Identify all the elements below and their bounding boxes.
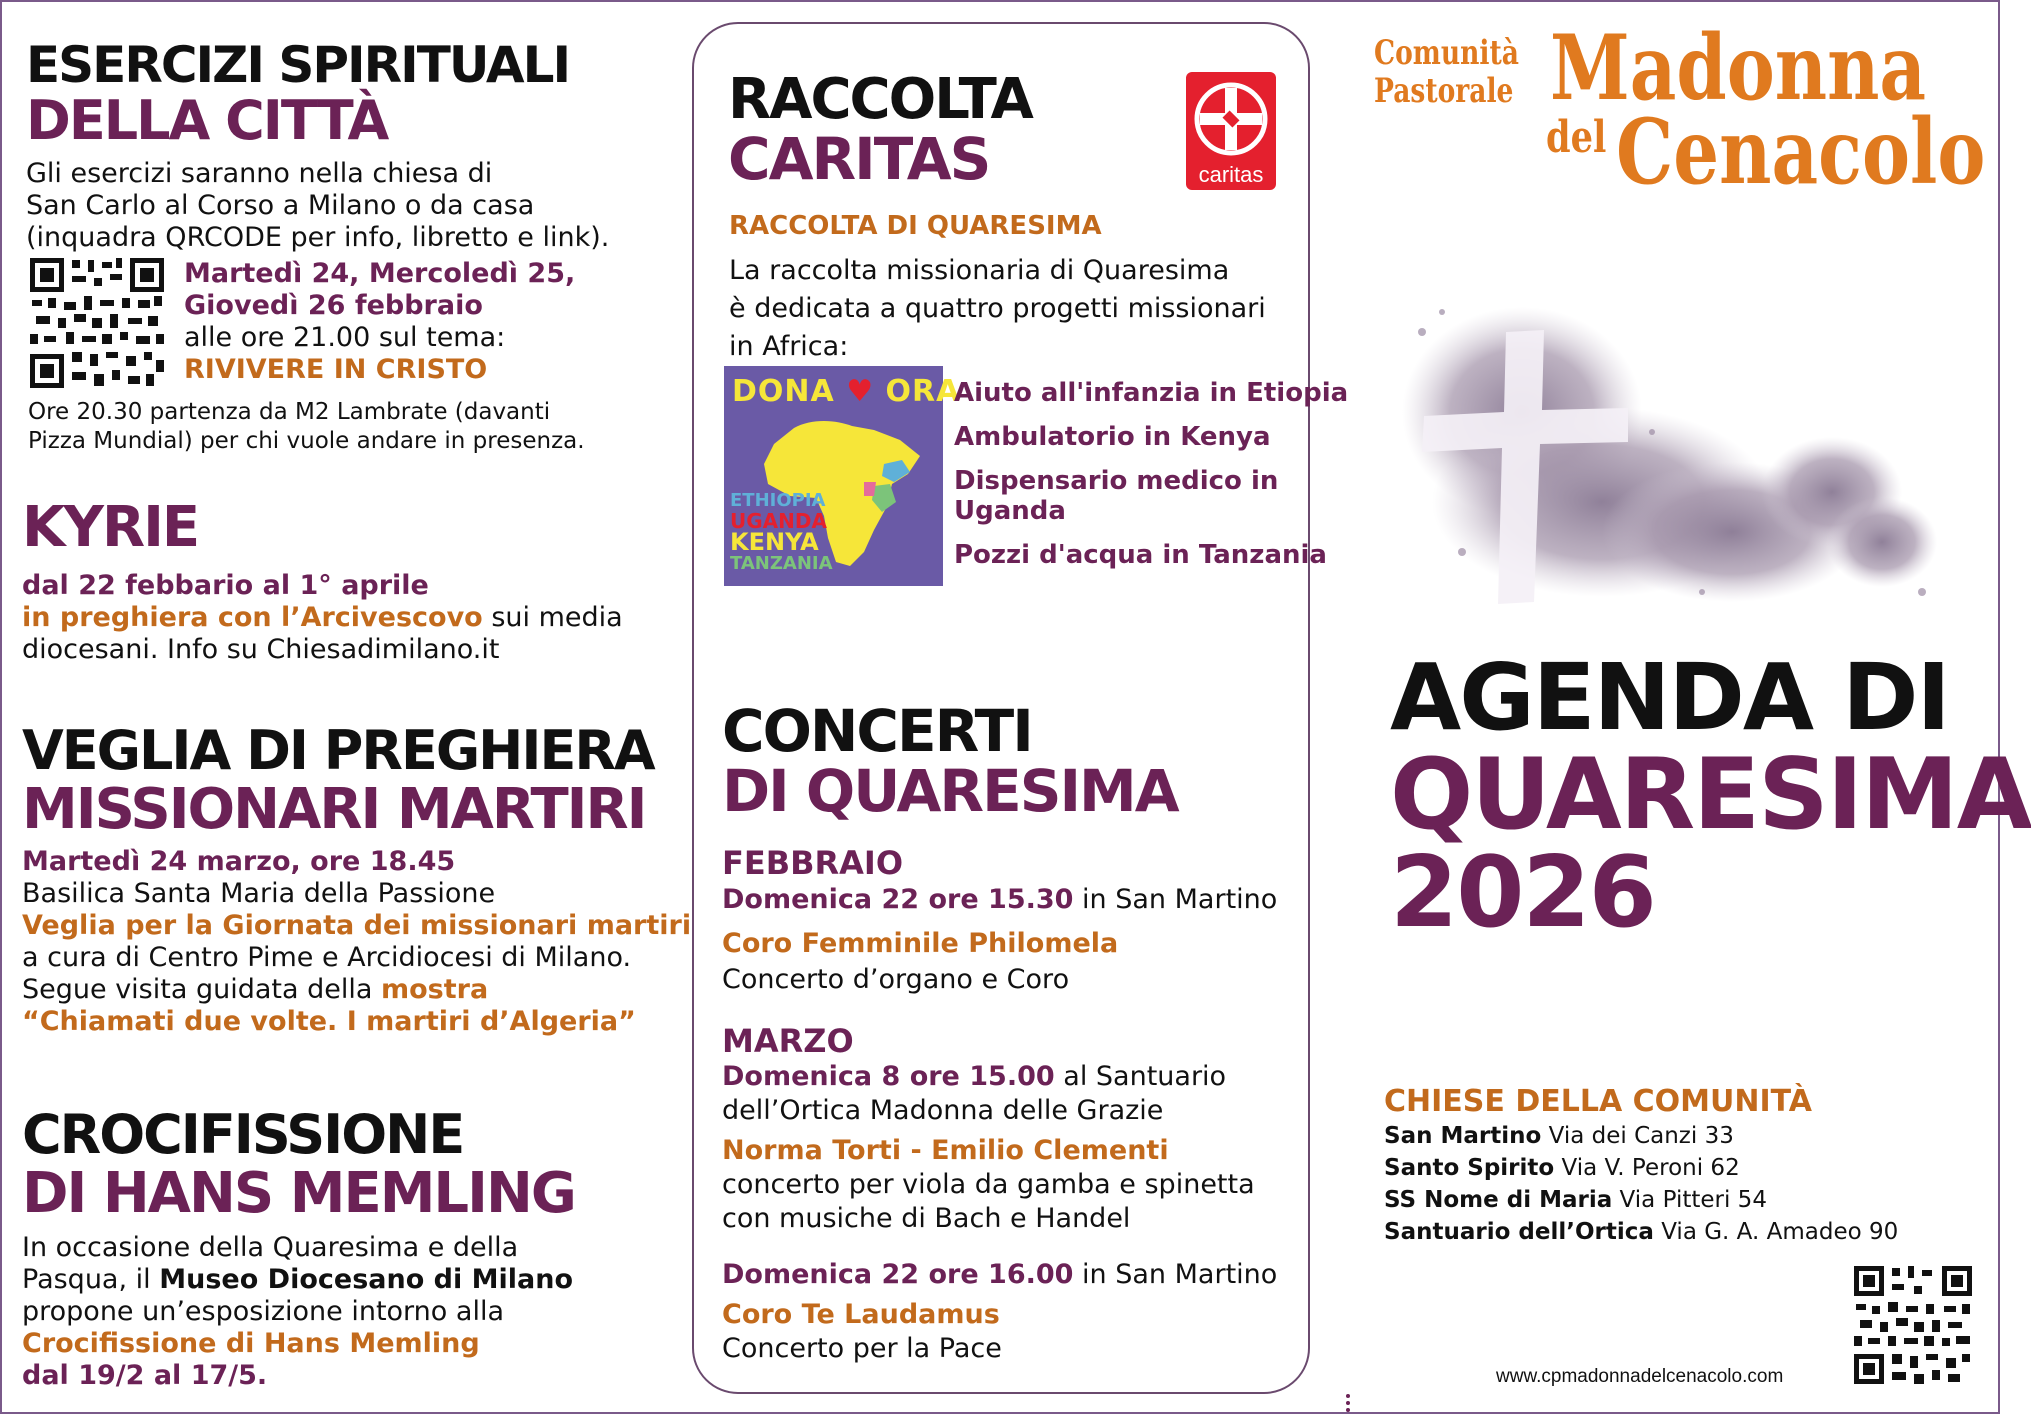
esercizi-qr-code[interactable] bbox=[28, 256, 166, 390]
veglia-curated: a cura di Centro Pime e Arcidiocesi di Milano. bbox=[22, 942, 632, 973]
esercizi-line-1: Gli esercizi saranno nella chiesa di bbox=[26, 158, 493, 189]
section-caritas bbox=[728, 67, 1032, 193]
chiese-item-4 bbox=[1384, 1216, 1898, 1248]
crocifissione-line-2 bbox=[22, 1264, 575, 1296]
mar1-place: Santuario bbox=[1095, 1061, 1227, 1092]
mar1-group: Norma Torti - Emilio Clementi bbox=[722, 1135, 1169, 1166]
logo-del: del bbox=[1546, 112, 1607, 163]
section-crocifissione bbox=[22, 1103, 575, 1392]
feb-group: Coro Femminile Philomela bbox=[722, 928, 1119, 959]
esercizi-title-2: DELLA CITTÀ bbox=[26, 89, 388, 152]
mar1-place-2: dell’Ortica Madonna delle Grazie bbox=[722, 1095, 1164, 1126]
map-country-list bbox=[730, 490, 833, 574]
chiesa-addr-1: Via dei Canzi 33 bbox=[1541, 1123, 1734, 1149]
esercizi-line-2: San Carlo al Corso a Milano o da casa bbox=[26, 190, 535, 221]
crocifissione-line-3: propone un’esposizione intorno alla bbox=[22, 1296, 504, 1327]
caritas-desc-2: è dedicata a quattro progetti missionari bbox=[729, 293, 1266, 324]
dona-label: DONA bbox=[732, 374, 835, 409]
agenda-line-2: QUARESIMA bbox=[1390, 738, 2031, 852]
chiesa-addr-4: Via G. A. Amadeo 90 bbox=[1653, 1219, 1899, 1245]
kyrie-dates: dal 22 febbario al 1° aprile bbox=[22, 570, 429, 601]
agenda-line-3: 2026 bbox=[1390, 836, 1655, 950]
crocifissione-line-1: In occasione della Quaresima e della bbox=[22, 1232, 519, 1263]
caritas-title-2: CARITAS bbox=[728, 125, 990, 193]
kyrie-line-1-rest: sui media bbox=[482, 602, 623, 633]
logo-small-2: Pastorale bbox=[1374, 71, 1514, 111]
mar2-place: San Martino bbox=[1115, 1259, 1278, 1290]
chiese-item-3 bbox=[1384, 1184, 1898, 1216]
feb-in: in bbox=[1073, 884, 1116, 915]
website-qr-code[interactable] bbox=[1852, 1264, 1974, 1386]
caritas-cross-icon bbox=[1186, 74, 1276, 164]
mar-label: MARZO bbox=[722, 1022, 854, 1060]
mar2-date: Domenica 22 ore 16.00 bbox=[722, 1259, 1074, 1290]
caritas-body bbox=[729, 210, 1266, 366]
caritas-title-1: RACCOLTA bbox=[728, 67, 1032, 132]
esercizi-title-1: ESERCIZI SPIRITUALI bbox=[26, 36, 570, 94]
esercizi-dates-1: Martedì 24, Mercoledì 25, bbox=[184, 258, 576, 289]
chiese-item-2 bbox=[1384, 1152, 1898, 1184]
esercizi-note-1: Ore 20.30 partenza da M2 Lambrate (davanti bbox=[28, 399, 551, 425]
country-uganda: UGANDA bbox=[730, 509, 827, 533]
concerti-march bbox=[722, 1022, 1277, 1366]
mar1-desc-1: concerto per viola da gamba e spinetta bbox=[722, 1169, 1255, 1200]
section-veglia bbox=[22, 719, 692, 1038]
country-tanzania: TANZANIA bbox=[730, 553, 833, 574]
crocifissione-title-1: CROCIFISSIONE bbox=[22, 1103, 464, 1166]
mar1-date-line bbox=[722, 1060, 1277, 1094]
project-uganda-1: Dispensario medico in bbox=[954, 466, 1279, 496]
veglia-event: Veglia per la Giornata dei missionari martiri bbox=[22, 910, 692, 941]
section-chiese bbox=[1384, 1084, 1898, 1248]
section-esercizi bbox=[26, 36, 666, 254]
chiesa-addr-3: Via Pitteri 54 bbox=[1612, 1187, 1767, 1213]
chiese-title: CHIESE DELLA COMUNITÀ bbox=[1384, 1084, 1812, 1119]
chiese-item-1 bbox=[1384, 1120, 1898, 1152]
project-etiopia: Aiuto all'infanzia in Etiopia bbox=[954, 378, 1349, 408]
chiesa-name-3: SS Nome di Maria bbox=[1384, 1187, 1613, 1213]
veglia-exhibition: “Chiamati due volte. I martiri d’Algeria” bbox=[22, 1006, 636, 1037]
chiesa-name-4: Santuario dell’Ortica bbox=[1384, 1219, 1654, 1245]
section-concerti bbox=[722, 697, 1178, 825]
mar2-desc: Concerto per la Pace bbox=[722, 1333, 1002, 1364]
esercizi-theme: RIVIVERE IN CRISTO bbox=[184, 354, 488, 385]
veglia-title-2: MISSIONARI MARTIRI bbox=[22, 777, 646, 842]
veglia-visit-highlight: mostra bbox=[381, 974, 489, 1005]
agenda-line-1: AGENDA DI bbox=[1390, 644, 1949, 751]
esercizi-dates-2: Giovedì 26 febbraio bbox=[184, 290, 483, 321]
agenda-title bbox=[1390, 644, 2031, 950]
veglia-date: Martedì 24 marzo, ore 18.45 bbox=[22, 846, 456, 877]
crocifissione-museum: Museo Diocesano di Milano bbox=[159, 1264, 574, 1295]
mar2-in: in bbox=[1073, 1259, 1116, 1290]
feb-label: FEBBRAIO bbox=[722, 844, 904, 882]
chiesa-name-2: Santo Spirito bbox=[1384, 1155, 1555, 1181]
logo-big-2: Cenacolo bbox=[1616, 99, 1986, 205]
feb-place: San Martino bbox=[1115, 884, 1278, 915]
esercizi-line-3: (inquadra QRCODE per info, libretto e link). bbox=[26, 222, 610, 253]
kyrie-title: KYRIE bbox=[22, 495, 199, 560]
esercizi-note bbox=[28, 398, 585, 456]
project-uganda-2: Uganda bbox=[954, 496, 1066, 526]
kyrie-highlight: in preghiera con l’Arcivescovo bbox=[22, 602, 483, 633]
ash-cross-icon bbox=[1402, 292, 1942, 622]
country-kenya: KENYA bbox=[730, 528, 819, 556]
crocifissione-dates: dal 19/2 al 17/5. bbox=[22, 1360, 268, 1391]
feb-date-line bbox=[722, 882, 1277, 918]
concerti-february bbox=[722, 844, 1277, 998]
crocifissione-title-2: DI HANS MEMLING bbox=[22, 1161, 575, 1226]
mar1-date: Domenica 8 ore 15.00 bbox=[722, 1061, 1055, 1092]
caritas-subtitle: RACCOLTA DI QUARESIMA bbox=[729, 211, 1102, 241]
veglia-visit-text: Segue visita guidata della bbox=[22, 974, 381, 1005]
esercizi-time: alle ore 21.00 sul tema: bbox=[184, 322, 506, 353]
veglia-place: Basilica Santa Maria della Passione bbox=[22, 878, 496, 909]
veglia-title-1: VEGLIA DI PREGHIERA bbox=[22, 719, 654, 782]
logo-big-1: Madonna bbox=[1550, 15, 1927, 121]
fold-mark bbox=[1346, 1394, 1354, 1412]
ash-cross-image bbox=[1402, 292, 1942, 622]
caritas-desc-1: La raccolta missionaria di Quaresima bbox=[729, 255, 1230, 286]
project-tanzania: Pozzi d'acqua in Tanzania bbox=[954, 540, 1327, 570]
project-kenya: Ambulatorio in Kenya bbox=[954, 422, 1271, 452]
caritas-desc-3: in Africa: bbox=[729, 331, 849, 362]
concerti-title-1: CONCERTI bbox=[722, 697, 1032, 765]
mar2-date-line bbox=[722, 1258, 1277, 1292]
community-logo bbox=[1374, 15, 1986, 205]
chiesa-name-1: San Martino bbox=[1384, 1123, 1542, 1149]
feb-date: Domenica 22 ore 15.30 bbox=[722, 884, 1074, 915]
mar2-group: Coro Te Laudamus bbox=[722, 1299, 1000, 1330]
ora-label: ORA bbox=[885, 374, 961, 409]
concerti-title-2: DI QUARESIMA bbox=[722, 757, 1178, 825]
esercizi-note-2: Pizza Mundial) per chi vuole andare in presenza. bbox=[28, 428, 585, 454]
website-link[interactable]: www.cpmadonnadelcenacolo.com bbox=[1496, 1366, 1784, 1387]
veglia-visit bbox=[22, 974, 691, 1006]
mar1-al: al bbox=[1054, 1061, 1096, 1092]
kyrie-line-2: diocesani. Info su Chiesadimilano.it bbox=[22, 634, 500, 665]
dona-ora-image[interactable] bbox=[724, 366, 961, 586]
mar1-desc-2: con musiche di Bach e Handel bbox=[722, 1203, 1131, 1234]
section-kyrie bbox=[22, 495, 623, 666]
chiesa-addr-2: Via V. Peroni 62 bbox=[1554, 1155, 1740, 1181]
crocifissione-highlight: Crocifissione di Hans Memling bbox=[22, 1328, 480, 1359]
logo-small-1: Comunità bbox=[1374, 33, 1519, 73]
caritas-logo bbox=[1186, 72, 1276, 190]
feb-desc: Concerto d’organo e Coro bbox=[722, 964, 1070, 995]
country-ethiopia: ETHIOPIA bbox=[730, 490, 826, 511]
esercizi-dates bbox=[184, 258, 575, 386]
crocifissione-line-2-pre: Pasqua, il bbox=[22, 1264, 160, 1295]
kyrie-line-1 bbox=[22, 602, 623, 634]
caritas-projects bbox=[954, 378, 1348, 570]
caritas-logo-text: caritas bbox=[1198, 162, 1264, 187]
heart-icon: ♥ bbox=[846, 374, 875, 409]
